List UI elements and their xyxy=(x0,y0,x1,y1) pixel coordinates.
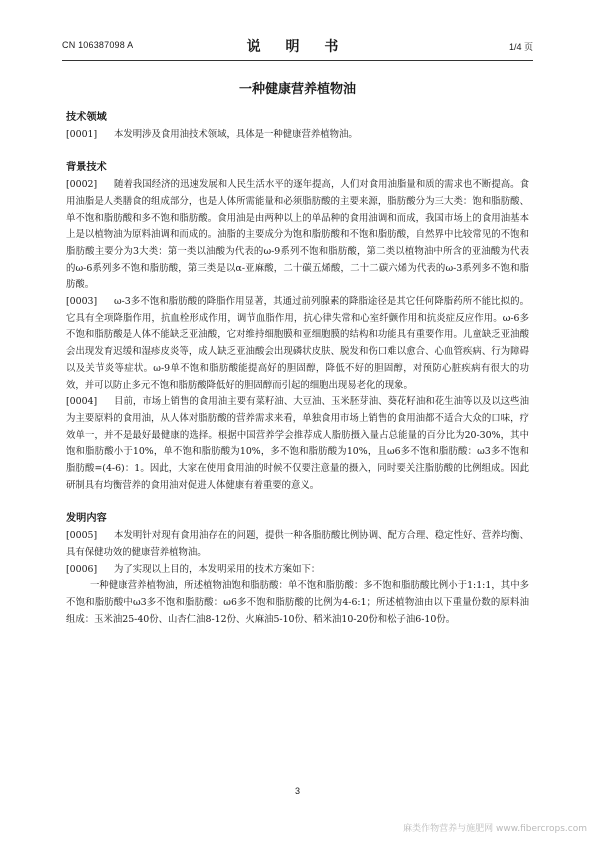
header-divider xyxy=(62,60,533,61)
document-title: 一种健康营养植物油 xyxy=(238,82,356,97)
paragraph-text: 目前，市场上销售的食用油主要有菜籽油、大豆油、玉米胚芽油、葵花籽油和花生油等以及以这些油为主要原料的食用油，从人体对脂肪酸的营养需求来看，单独食用市场上销售的食用油都不适合大众的口味，疗效单一，并不是最好最健康的选择。根据中国营养学会推荐成人脂肪摄入量占总能量的百分比为20-30%，其中饱和脂肪酸小于10%，单不饱和脂肪酸为10%，多不饱和脂肪酸为10%，且ω6多不饱和脂肪酸：ω3多不饱和脂肪酸=(4-6)：1。因此，大家在使用食用油的时候不仅要注意量的摄入，同时要关注脂肪酸的比例组成。因此研制具有均衡营养的食用油对促进人体健康有着重要的意义。 xyxy=(66,396,529,491)
section-heading-background: 背景技术 xyxy=(66,162,107,174)
page-number: 3 xyxy=(294,786,300,796)
section-heading-invention: 发明内容 xyxy=(66,513,107,525)
paragraph-0006 xyxy=(66,562,529,579)
paragraph-0002 xyxy=(66,177,529,294)
paragraph-id: [0003] xyxy=(66,296,98,308)
document-type: 说 明 书 xyxy=(246,39,349,55)
paragraph-id: [0004] xyxy=(66,396,98,408)
document-body xyxy=(66,110,529,628)
paragraph-0004 xyxy=(66,394,529,494)
paragraph-id: [0001] xyxy=(66,128,98,140)
paragraph-text: 本发明针对现有食用油存在的问题，提供一种各脂肪酸比例协调、配方合理、稳定性好、营养均衡、具有保健功效的健康营养植物油。 xyxy=(66,530,529,558)
paragraph-text: 为了实现以上目的，本发明采用的技术方案如下： xyxy=(114,563,321,575)
paragraph-0003 xyxy=(66,294,529,394)
paragraph-id: [0006] xyxy=(66,563,98,575)
patent-number: CN 106387098 A xyxy=(62,40,134,50)
page-indicator: 1/4 页 xyxy=(508,42,533,52)
paragraph-text: 随着我国经济的迅速发展和人民生活水平的逐年提高，人们对食用油脂量和质的需求也不断提高。食用油脂是人类膳食的组成部分，也是人体所需能量和必须脂肪酸的主要来源，脂肪酸分为三大类：饱和脂肪酸、单不饱和脂肪酸和多不饱和脂肪酸。食用油是由两种以上的单品种的食用油调和而成，我国市场上的食用油基本上是以植物油为原料油调和而成的。油脂的主要成分为饱和脂肪酸和不饱和脂肪酸，自然界中比较常见的不饱和脂肪酸主要分为3大类：第一类以油酸为代表的ω-9系列不饱和脂肪酸，第二类以植物油中所含的亚油酸为代表的ω-6系列多不饱和脂肪酸，第三类是以α-亚麻酸，二十碳五烯酸，二十二碳六烯为代表的ω-3系列多不饱和脂肪酸。 xyxy=(66,179,529,291)
paragraph-0006-continuation: 一种健康营养植物油，所述植物油饱和脂肪酸：单不饱和脂肪酸：多不饱和脂肪酸比例小于1:1:1，其中多不饱和脂肪酸中ω3多不饱和脂肪酸：ω6多不饱和脂肪酸的比例为4-6:1；所述植物油由以下重量份数的原料油组成：玉米油25-40份、山杏仁油8-12份、火麻油5-10份、稻米油10-20份和松子油6-10份。 xyxy=(66,580,529,625)
paragraph-id: [0005] xyxy=(66,530,98,542)
site-watermark: 麻类作物营养与施肥网 www.fibercrops.com xyxy=(403,824,587,834)
paragraph-0005 xyxy=(66,528,529,561)
section-heading-tech-field: 技术领域 xyxy=(66,112,107,123)
paragraph-0001 xyxy=(66,127,529,144)
paragraph-id: [0002] xyxy=(66,179,98,191)
paragraph-text: 本发明涉及食用油技术领域，具体是一种健康营养植物油。 xyxy=(114,128,358,140)
page-header xyxy=(62,36,533,56)
paragraph-text: ω-3多不饱和脂肪酸的降脂作用显著，其通过前列腺素的降脂途径是其它任何降脂药所不能比拟的。它具有全项降脂作用，抗血栓形成作用，调节血脂作用，抗心律失常和心室纤颤作用和抗炎症反应作用。ω-6多不饱和脂肪酸是人体不能缺乏亚油酸，它对维持细胞膜和亚细胞膜的结构和功能具有重要作用。儿童缺乏亚油酸会出现发育迟缓和湿疹皮炎等，成人缺乏亚油酸会出现磷状皮肤、脱发和伤口难以愈合、心血管疾病、行为障碍以及关节炎等症状。ω-9单不饱和脂肪酸能提高好的胆固醇，降低不好的胆固醇，对预防心脏疾病有很大的功效，并可以防止多元不饱和脂肪酸降低好的胆固醇而引起的细胞出现易老化的现象。 xyxy=(66,296,529,391)
